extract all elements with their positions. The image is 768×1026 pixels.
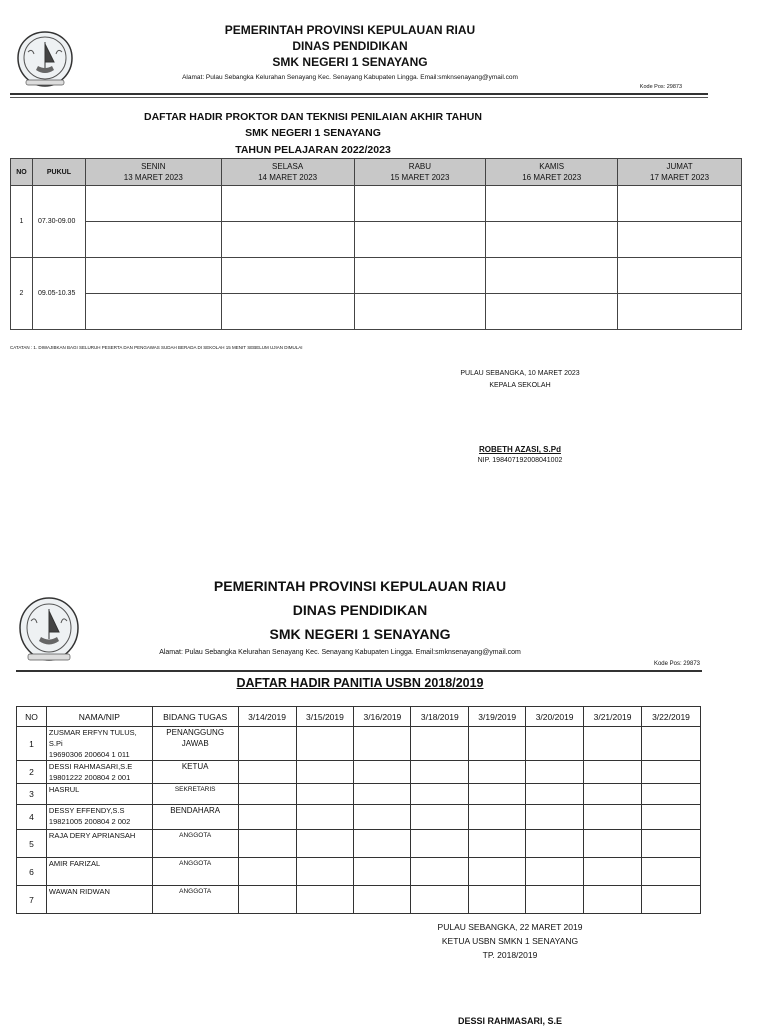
signature-cell[interactable] [411, 830, 469, 858]
signature-cell[interactable] [238, 805, 296, 830]
proctor-attendance-table [10, 158, 742, 330]
note-text: CATATAN : 1. DIWAJIBKAN BAGI SELURUH PESERTA DAN PENGAWAS SUDAH BERADA DI SEKOLAH 15 MENIT SEBELUM UJIAN DIMULAI [10, 345, 303, 350]
signature-cell[interactable] [618, 186, 742, 222]
signature-cell[interactable] [238, 886, 296, 914]
member-name-nip [46, 727, 152, 761]
table-row [11, 258, 742, 294]
signature-cell[interactable] [641, 858, 700, 886]
day-date: 15 MARET 2023 [390, 173, 450, 182]
date-header: 3/22/2019 [641, 707, 700, 727]
department-title: DINAS PENDIDIKAN [292, 39, 408, 53]
signature-cell[interactable] [469, 886, 526, 914]
attendance-title-line2: SMK NEGERI 1 SENAYANG [245, 127, 381, 139]
signature-cell[interactable] [641, 761, 700, 784]
col-no-header: NO [11, 159, 33, 186]
signature-cell[interactable] [85, 258, 221, 294]
day-name: SELASA [272, 162, 304, 171]
committee-attendance-table [16, 706, 701, 914]
signature-cell[interactable] [526, 727, 584, 761]
signature-cell[interactable] [354, 258, 486, 294]
signature-cell[interactable] [85, 294, 221, 330]
signature-cell[interactable] [85, 186, 221, 222]
date-header: 3/21/2019 [584, 707, 642, 727]
row-no: 5 [17, 830, 47, 858]
department-title: DINAS PENDIDIKAN [292, 602, 428, 618]
member-name-nip [46, 805, 152, 830]
signature-cell[interactable] [238, 761, 296, 784]
signature-cell[interactable] [296, 805, 354, 830]
signature-cell[interactable] [221, 294, 354, 330]
signature-position: KETUA USBN SMKN 1 SENAYANG [441, 936, 579, 946]
signature-cell[interactable] [486, 294, 618, 330]
row-no: 4 [17, 805, 47, 830]
member-role: KETUA [152, 761, 238, 784]
date-header: 3/14/2019 [238, 707, 296, 727]
signature-nip: NIP. 198407192008041002 [477, 457, 563, 464]
member-name-nip [46, 761, 152, 784]
header-divider-thin [10, 97, 708, 98]
member-name: AMIR FARIZAL [46, 858, 152, 886]
day-header-friday [618, 159, 742, 186]
signature-cell[interactable] [411, 886, 469, 914]
table-header-row [11, 159, 742, 186]
attendance-title-line1: DAFTAR HADIR PROKTOR DAN TEKNISI PENILAIAN AKHIR TAHUN [144, 111, 482, 123]
table-row [11, 294, 742, 330]
col-role-header: BIDANG TUGAS [152, 707, 238, 727]
signature-cell[interactable] [296, 886, 354, 914]
signature-cell[interactable] [238, 784, 296, 805]
col-no-header: NO [17, 707, 47, 727]
row-time: 09.05-10.35 [32, 258, 85, 330]
signature-cell[interactable] [238, 727, 296, 761]
signature-name: DESSI RAHMASARI, S.E [457, 1016, 562, 1026]
signature-cell[interactable] [296, 858, 354, 886]
member-role: ANGGOTA [152, 858, 238, 886]
header-divider-thick [16, 670, 702, 672]
signature-cell[interactable] [618, 222, 742, 258]
school-title: SMK NEGERI 1 SENAYANG [269, 626, 451, 642]
member-role: ANGGOTA [152, 886, 238, 914]
signature-cell[interactable] [354, 886, 411, 914]
signature-cell[interactable] [584, 858, 642, 886]
signature-cell[interactable] [469, 830, 526, 858]
day-name: RABU [408, 162, 432, 171]
col-time-header: PUKUL [32, 159, 85, 186]
signature-cell[interactable] [486, 186, 618, 222]
signature-cell[interactable] [486, 222, 618, 258]
member-name: DESSY EFFENDY,S.S [48, 806, 125, 815]
day-date: 14 MARET 2023 [258, 173, 318, 182]
day-name: KAMIS [539, 162, 565, 171]
signature-cell[interactable] [238, 858, 296, 886]
row-no: 6 [17, 858, 47, 886]
signature-cell[interactable] [85, 222, 221, 258]
row-no: 2 [11, 258, 33, 330]
signature-position: KEPALA SEKOLAH [489, 382, 551, 389]
member-nip: 19801222 200804 2 001 [48, 773, 131, 782]
signature-cell[interactable] [584, 886, 642, 914]
signature-cell[interactable] [411, 784, 469, 805]
signature-cell[interactable] [641, 727, 700, 761]
signature-cell[interactable] [526, 830, 584, 858]
signature-cell[interactable] [469, 805, 526, 830]
signature-period: TP. 2018/2019 [482, 950, 538, 960]
date-header: 3/15/2019 [296, 707, 354, 727]
signature-cell[interactable] [354, 294, 486, 330]
day-name: SENIN [141, 162, 166, 171]
school-address: Alamat: Pulau Sebangka Kelurahan Senayang Kec. Senayang Kabupaten Lingga. Email:smknsenayang@ymail.com [182, 74, 518, 81]
member-nip: 19821005 200804 2 002 [48, 817, 131, 826]
signature-cell[interactable] [641, 805, 700, 830]
signature-cell[interactable] [354, 858, 411, 886]
signature-cell[interactable] [641, 886, 700, 914]
signature-cell[interactable] [354, 830, 411, 858]
school-title: SMK NEGERI 1 SENAYANG [272, 55, 428, 69]
table-row [17, 886, 701, 914]
signature-cell[interactable] [469, 727, 526, 761]
postal-code: Kode Pos: 29873 [639, 84, 682, 90]
committee-attendance-title: DAFTAR HADIR PANITIA USBN 2018/2019 [236, 676, 484, 690]
date-header: 3/16/2019 [354, 707, 411, 727]
signature-cell[interactable] [296, 727, 354, 761]
table-row [11, 222, 742, 258]
signature-cell[interactable] [354, 761, 411, 784]
member-name: RAJA DERY APRIANSAH [46, 830, 152, 858]
signature-cell[interactable] [221, 222, 354, 258]
table-header-row [17, 707, 701, 727]
day-date: 13 MARET 2023 [123, 173, 183, 182]
signature-cell[interactable] [296, 761, 354, 784]
signature-cell[interactable] [221, 186, 354, 222]
member-name: WAWAN RIDWAN [46, 886, 152, 914]
day-header-tuesday [221, 159, 354, 186]
table-row [17, 805, 701, 830]
signature-cell[interactable] [486, 258, 618, 294]
signature-cell[interactable] [526, 886, 584, 914]
signature-cell[interactable] [411, 761, 469, 784]
date-header: 3/18/2019 [411, 707, 469, 727]
signature-cell[interactable] [354, 784, 411, 805]
table-row [17, 761, 701, 784]
school-emblem-logo [16, 596, 82, 666]
member-role: SEKRETARIS [152, 784, 238, 805]
member-role: PENANGGUNG JAWAB [152, 727, 238, 761]
row-no: 3 [17, 784, 47, 805]
signature-cell[interactable] [354, 222, 486, 258]
signature-cell[interactable] [411, 858, 469, 886]
signature-name: ROBETH AZASI, S.Pd [479, 445, 561, 454]
day-name: JUMAT [666, 162, 693, 171]
signature-cell[interactable] [354, 805, 411, 830]
signature-cell[interactable] [584, 784, 642, 805]
row-no: 1 [17, 727, 47, 761]
signature-cell[interactable] [221, 258, 354, 294]
signature-cell[interactable] [469, 858, 526, 886]
signature-cell[interactable] [618, 294, 742, 330]
member-role: ANGGOTA [152, 830, 238, 858]
table-row [17, 784, 701, 805]
day-header-monday [85, 159, 221, 186]
date-header: 3/20/2019 [526, 707, 584, 727]
signature-cell[interactable] [584, 805, 642, 830]
signature-cell[interactable] [641, 784, 700, 805]
member-nip: 19690306 200604 1 011 [48, 750, 130, 759]
day-header-wednesday [354, 159, 486, 186]
signature-cell[interactable] [584, 761, 642, 784]
signature-cell[interactable] [238, 830, 296, 858]
member-name: HASRUL [46, 784, 152, 805]
table-row [11, 186, 742, 222]
signature-place-date: PULAU SEBANGKA, 22 MARET 2019 [437, 922, 583, 932]
row-time: 07.30-09.00 [32, 186, 85, 258]
row-no: 7 [17, 886, 47, 914]
row-no: 2 [17, 761, 47, 784]
signature-cell[interactable] [411, 727, 469, 761]
row-no: 1 [11, 186, 33, 258]
signature-cell[interactable] [469, 761, 526, 784]
signature-cell[interactable] [411, 805, 469, 830]
signature-cell[interactable] [641, 830, 700, 858]
signature-place-date: PULAU SEBANGKA, 10 MARET 2023 [460, 370, 580, 377]
signature-cell[interactable] [296, 784, 354, 805]
signature-cell[interactable] [526, 805, 584, 830]
signature-cell[interactable] [584, 727, 642, 761]
day-header-thursday [486, 159, 618, 186]
government-title: PEMERINTAH PROVINSI KEPULAUAN RIAU [213, 578, 507, 594]
signature-cell[interactable] [526, 784, 584, 805]
table-row [17, 727, 701, 761]
table-row [17, 830, 701, 858]
signature-cell[interactable] [469, 784, 526, 805]
school-address: Alamat: Pulau Sebangka Kelurahan Senayang Kec. Senayang Kabupaten Lingga. Email:smknsenayang@ymail.com [159, 649, 521, 656]
attendance-title-line3: TAHUN PELAJARAN 2022/2023 [235, 144, 391, 156]
signature-cell[interactable] [526, 761, 584, 784]
day-date: 16 MARET 2023 [522, 173, 582, 182]
col-name-header: NAMA/NIP [46, 707, 152, 727]
date-header: 3/19/2019 [469, 707, 526, 727]
government-title: PEMERINTAH PROVINSI KEPULAUAN RIAU [224, 23, 476, 37]
header-divider-thick [10, 93, 708, 95]
postal-code: Kode Pos: 29873 [653, 661, 700, 667]
member-name: DESSI RAHMASARI,S.E [48, 762, 133, 771]
signature-cell[interactable] [584, 830, 642, 858]
signature-cell[interactable] [296, 830, 354, 858]
table-row [17, 858, 701, 886]
signature-cell[interactable] [526, 858, 584, 886]
signature-cell[interactable] [354, 727, 411, 761]
signature-cell[interactable] [354, 186, 486, 222]
school-emblem-logo [14, 30, 76, 88]
member-name: ZUSMAR ERFYN TULUS, S.Pi [48, 728, 137, 748]
member-role: BENDAHARA [152, 805, 238, 830]
signature-cell[interactable] [618, 258, 742, 294]
day-date: 17 MARET 2023 [650, 173, 710, 182]
